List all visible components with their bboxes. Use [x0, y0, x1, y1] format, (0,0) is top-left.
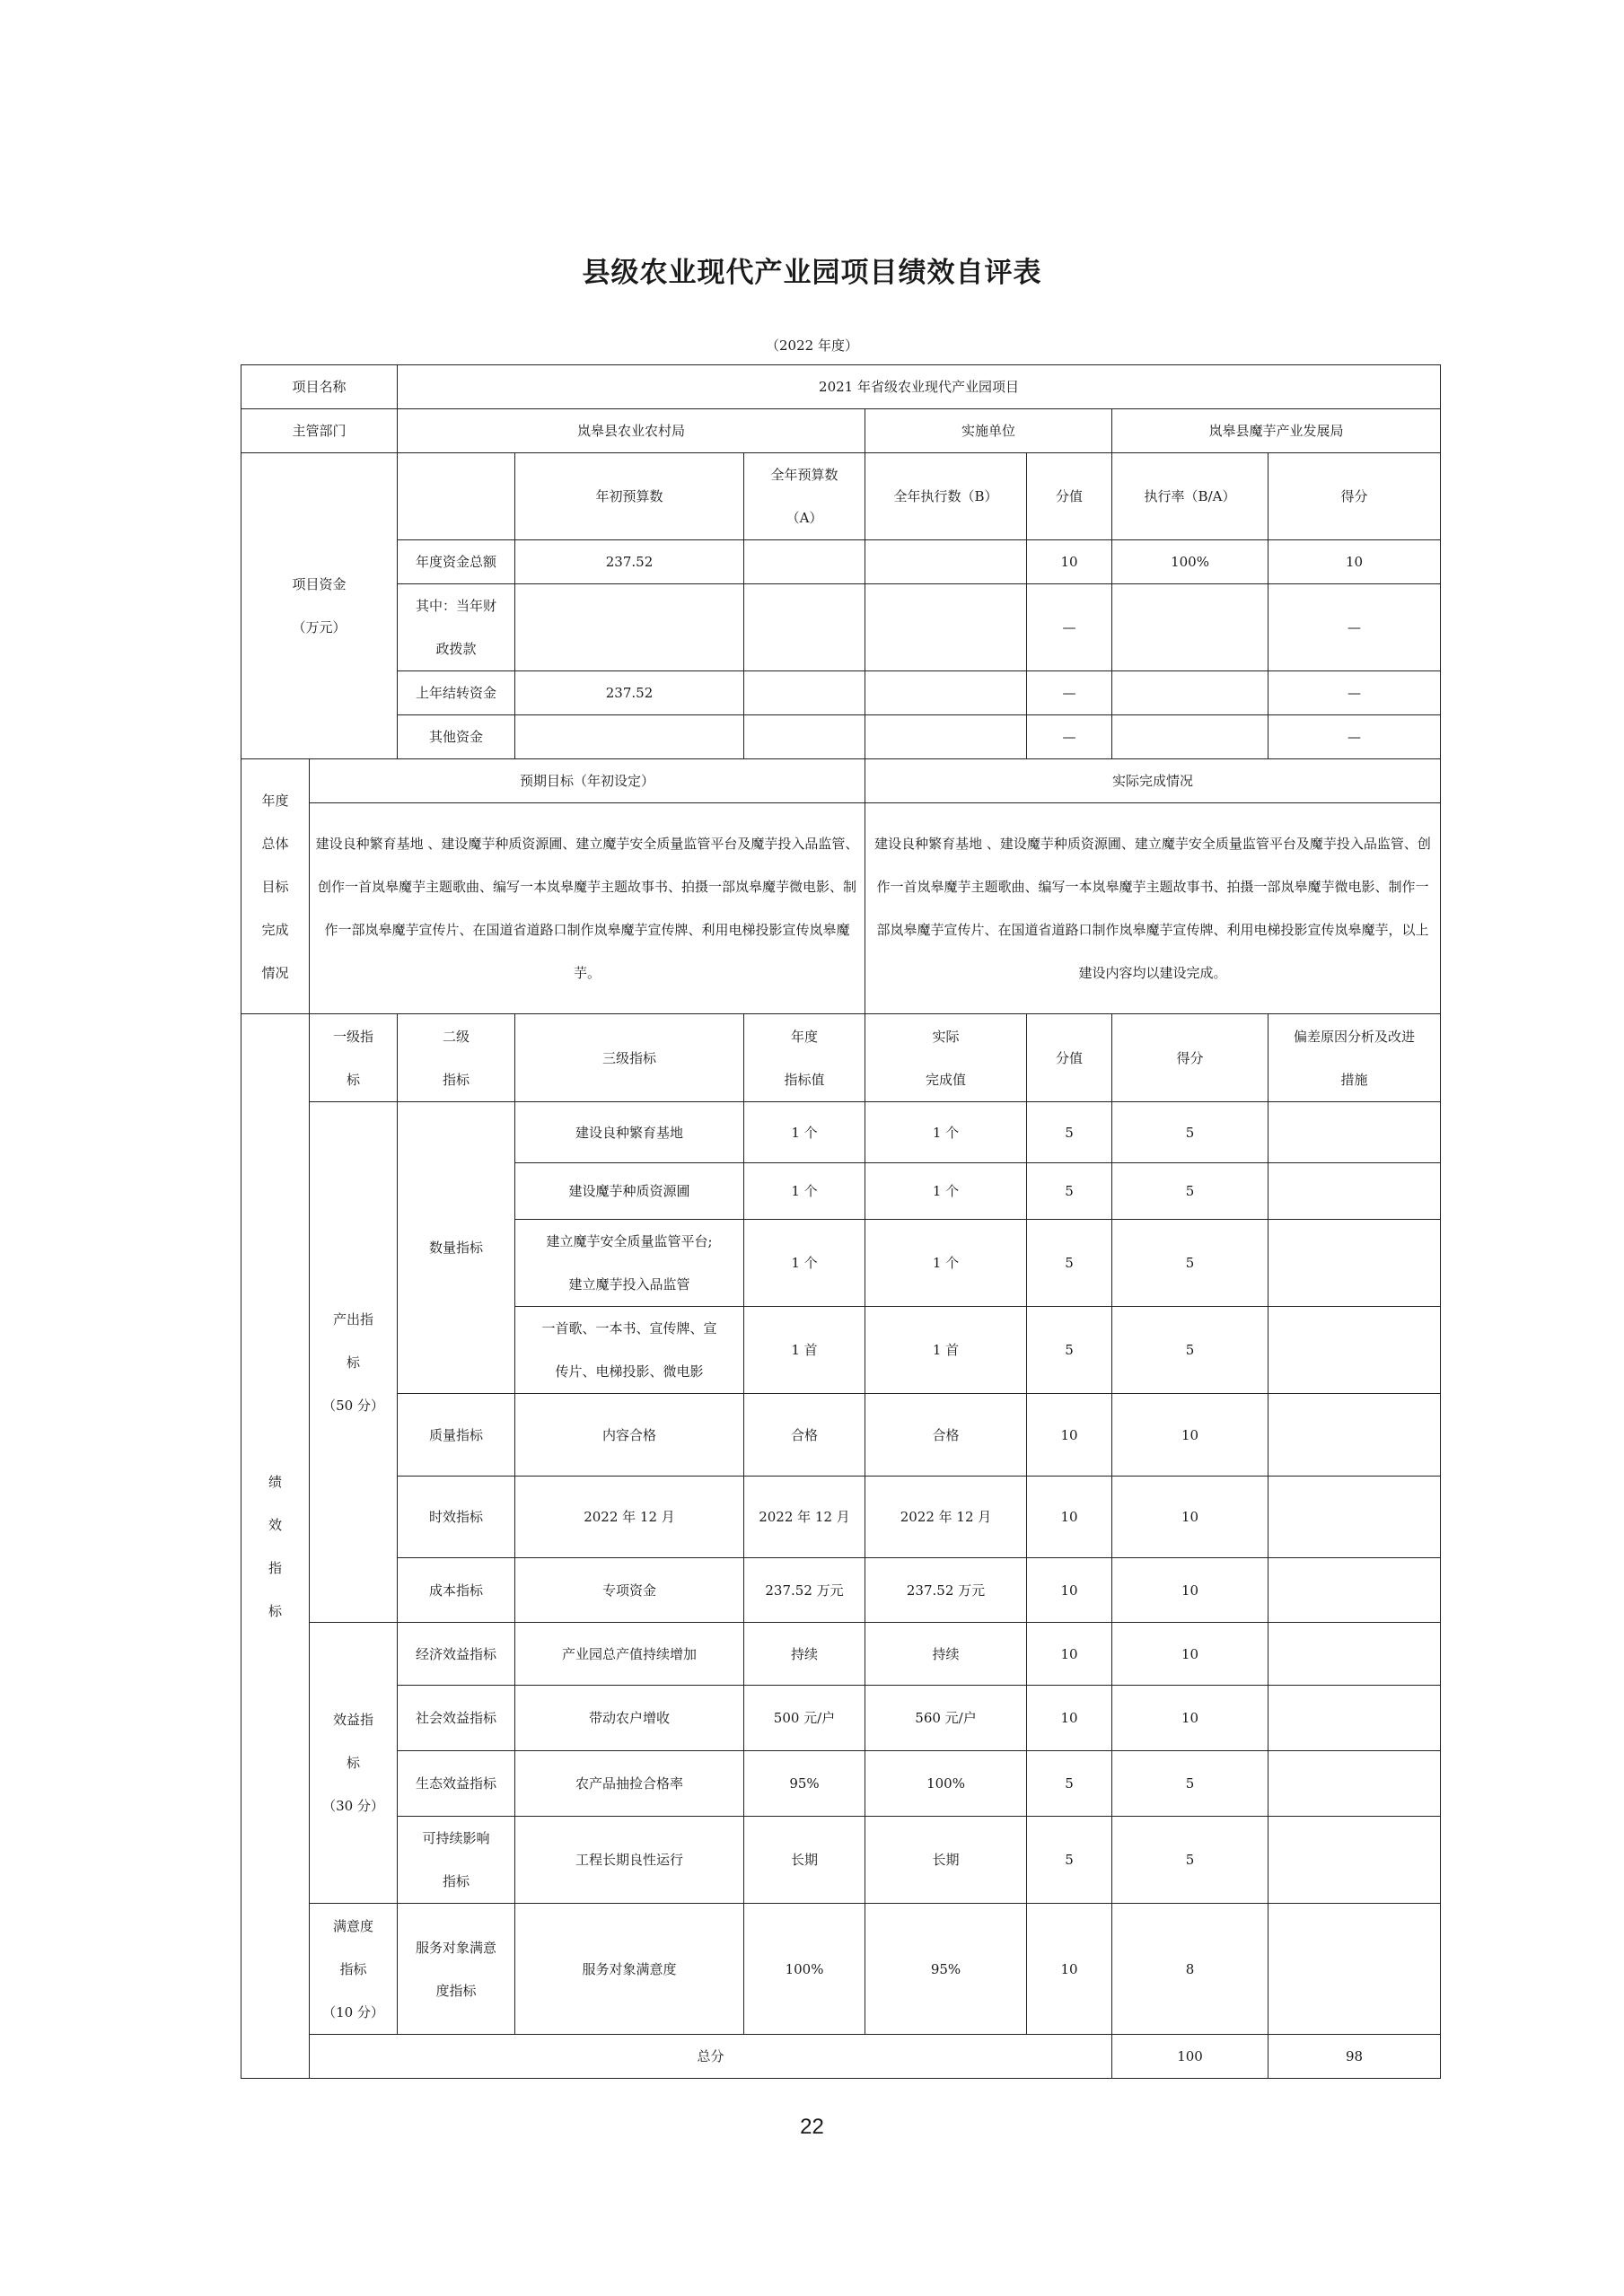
fiscal-alloc-rate [1112, 584, 1268, 671]
indicator-name: 建设良种繁育基地 [515, 1102, 744, 1163]
implementing-unit-value: 岚皋县魔芋产业发展局 [1112, 409, 1441, 453]
indicator-deviation [1268, 1904, 1441, 2035]
indicator-value: 5 [1027, 1163, 1112, 1220]
output-indicator-line2: 标 [347, 1354, 361, 1371]
social-indicator-label: 社会效益指标 [398, 1686, 515, 1751]
total-score: 98 [1268, 2035, 1441, 2079]
indicator-name: 带动农户增收 [515, 1686, 744, 1751]
indicator-name-line2: 传片、电梯投影、微电影 [555, 1363, 704, 1380]
carryover-score-value: — [1027, 671, 1112, 715]
indicator-score: 10 [1112, 1686, 1268, 1751]
indicator-actual: 1 个 [865, 1220, 1027, 1307]
service-satisfaction-label [398, 1904, 515, 2035]
total-funds-score: 10 [1268, 540, 1441, 584]
indicator-value: 10 [1027, 1394, 1112, 1477]
service-satisfaction-line2: 度指标 [435, 1982, 477, 1999]
indicator-value: 10 [1027, 1904, 1112, 2035]
service-satisfaction-line1: 服务对象满意 [416, 1939, 497, 1956]
total-value: 100 [1112, 2035, 1268, 2079]
carryover-rate [1112, 671, 1268, 715]
implementing-unit-label: 实施单位 [865, 409, 1112, 453]
indicator-actual: 95% [865, 1904, 1027, 2035]
indicator-score: 10 [1112, 1558, 1268, 1623]
fiscal-alloc-label [398, 584, 515, 671]
indicator-target: 100% [744, 1904, 865, 2035]
timeliness-indicator-label: 时效指标 [398, 1477, 515, 1558]
annual-goal-label-4: 完成 [261, 921, 289, 938]
funds-blank-header [398, 453, 515, 540]
level1-header [310, 1014, 398, 1102]
actual-done-header-line2: 完成值 [926, 1071, 967, 1088]
score-header: 得分 [1268, 453, 1441, 540]
other-funds-rate [1112, 715, 1268, 759]
satisfaction-indicator-line1: 满意度 [333, 1917, 374, 1934]
indicator-deviation [1268, 1817, 1441, 1904]
annual-target-header [744, 1014, 865, 1102]
indicator-target: 持续 [744, 1623, 865, 1686]
department-value: 岚皋县农业农村局 [398, 409, 865, 453]
indicator-deviation [1268, 1623, 1441, 1686]
quality-indicator-label: 质量指标 [398, 1394, 515, 1477]
total-funds-initial: 237.52 [515, 540, 744, 584]
benefit-indicator-line2: 标 [347, 1755, 361, 1771]
indicator-deviation [1268, 1686, 1441, 1751]
indicator-name: 工程长期良性运行 [515, 1817, 744, 1904]
indicator-name: 专项资金 [515, 1558, 744, 1623]
indicator-deviation [1268, 1558, 1441, 1623]
indicator-target: 1 个 [744, 1102, 865, 1163]
other-funds-score: — [1268, 715, 1441, 759]
output-indicator-line3: （50 分） [322, 1397, 384, 1414]
indicator-name-line1: 建立魔芋安全质量监管平台; [546, 1233, 713, 1249]
indicator-target: 合格 [744, 1394, 865, 1477]
other-funds-label: 其他资金 [398, 715, 515, 759]
annual-goal-label-cell [241, 759, 310, 1014]
indicator-target: 长期 [744, 1817, 865, 1904]
indicator-target: 1 个 [744, 1220, 865, 1307]
funds-label: 项目资金 [292, 576, 347, 592]
total-label: 总分 [310, 2035, 1112, 2079]
indicator-deviation [1268, 1477, 1441, 1558]
fiscal-alloc-score-value: — [1027, 584, 1112, 671]
indicator-score: 10 [1112, 1623, 1268, 1686]
indicator-value: 5 [1027, 1817, 1112, 1904]
indicator-score: 5 [1112, 1817, 1268, 1904]
other-funds-score-value: — [1027, 715, 1112, 759]
benefit-indicator-cell [310, 1623, 398, 1904]
indicator-value: 10 [1027, 1477, 1112, 1558]
indicator-actual: 合格 [865, 1394, 1027, 1477]
sustainability-indicator-line1: 可持续影响 [422, 1830, 490, 1846]
funds-unit: （万元） [292, 619, 347, 635]
level2-header-line1: 二级 [443, 1028, 470, 1045]
performance-label-2: 效 [268, 1516, 282, 1533]
department-label: 主管部门 [241, 409, 398, 453]
indicator-name: 服务对象满意度 [515, 1904, 744, 2035]
expected-goal-header: 预期目标（年初设定） [310, 759, 865, 803]
indicator-actual: 1 首 [865, 1307, 1027, 1394]
indicator-target: 500 元/户 [744, 1686, 865, 1751]
satisfaction-indicator-cell [310, 1904, 398, 2035]
actual-done-header [865, 1014, 1027, 1102]
indicator-value: 5 [1027, 1220, 1112, 1307]
full-year-executed-header: 全年执行数（B） [865, 453, 1027, 540]
level2-header [398, 1014, 515, 1102]
indicator-name-line1: 一首歌、一本书、宣传牌、宣 [541, 1320, 717, 1336]
indicator-value: 10 [1027, 1686, 1112, 1751]
indicator-score-header: 得分 [1112, 1014, 1268, 1102]
annual-goal-label-5: 情况 [261, 964, 289, 981]
deviation-header-line2: 措施 [1340, 1071, 1368, 1088]
level1-header-line2: 标 [347, 1071, 361, 1088]
fiscal-alloc-full-year [744, 584, 865, 671]
indicator-score: 10 [1112, 1394, 1268, 1477]
indicator-actual: 560 元/户 [865, 1686, 1027, 1751]
indicator-actual: 1 个 [865, 1163, 1027, 1220]
actual-done-header-line1: 实际 [932, 1028, 960, 1045]
fiscal-alloc-initial [515, 584, 744, 671]
carryover-initial: 237.52 [515, 671, 744, 715]
year-note: （2022 年度） [766, 337, 858, 354]
budget-a-label: （A） [786, 510, 823, 526]
indicator-deviation [1268, 1394, 1441, 1477]
indicator-value: 5 [1027, 1751, 1112, 1817]
indicator-target: 237.52 万元 [744, 1558, 865, 1623]
level3-header: 三级指标 [515, 1014, 744, 1102]
performance-label-4: 标 [268, 1602, 282, 1619]
other-funds-full-year [744, 715, 865, 759]
actual-status-text: 建设良种繁育基地 、建设魔芋种质资源圃、建立魔芋安全质量监管平台及魔芋投入品监管、创作一首岚皋魔芋主题歌曲、编写一本岚皋魔芋主题故事书、拍摄一部岚皋魔芋微电影、制作一部岚皋魔芋宣传片、在国道省道路口制作岚皋魔芋宣传牌、利用电梯投影宣传岚皋魔芋，以上建设内容均以建设完成。 [865, 803, 1441, 1014]
indicator-score: 5 [1112, 1307, 1268, 1394]
performance-label-cell [241, 1014, 310, 2079]
output-indicator-cell [310, 1102, 398, 1623]
initial-budget-header: 年初预算数 [515, 453, 744, 540]
indicator-deviation [1268, 1751, 1441, 1817]
other-funds-initial [515, 715, 744, 759]
benefit-indicator-line1: 效益指 [333, 1712, 374, 1728]
benefit-indicator-line3: （30 分） [322, 1798, 384, 1814]
level2-header-line2: 指标 [443, 1071, 470, 1088]
indicator-score: 5 [1112, 1220, 1268, 1307]
indicator-score: 10 [1112, 1477, 1268, 1558]
carryover-label: 上年结转资金 [398, 671, 515, 715]
indicator-score: 5 [1112, 1102, 1268, 1163]
indicator-actual: 100% [865, 1751, 1027, 1817]
page-number: 22 [800, 2115, 824, 2139]
annual-goal-label-3: 目标 [261, 878, 289, 895]
total-funds-score-value: 10 [1027, 540, 1112, 584]
indicator-name: 2022 年 12 月 [515, 1477, 744, 1558]
indicator-target: 95% [744, 1751, 865, 1817]
indicator-name: 建设魔芋种质资源圃 [515, 1163, 744, 1220]
page-title: 县级农业现代产业园项目绩效自评表 [582, 257, 1042, 289]
fiscal-alloc-label-line2: 政拨款 [435, 641, 477, 657]
indicator-value: 10 [1027, 1623, 1112, 1686]
sustainability-indicator-line2: 指标 [443, 1873, 470, 1889]
indicator-score: 5 [1112, 1751, 1268, 1817]
quantity-indicator-label: 数量指标 [398, 1102, 515, 1394]
indicator-name [515, 1220, 744, 1307]
indicator-name-line2: 建立魔芋投入品监管 [568, 1276, 690, 1293]
indicator-deviation [1268, 1220, 1441, 1307]
indicator-actual: 长期 [865, 1817, 1027, 1904]
indicator-actual: 持续 [865, 1623, 1027, 1686]
indicator-deviation [1268, 1102, 1441, 1163]
indicator-actual: 237.52 万元 [865, 1558, 1027, 1623]
annual-goal-label-2: 总体 [261, 835, 289, 852]
indicator-name [515, 1307, 744, 1394]
performance-label-3: 指 [268, 1559, 282, 1576]
indicator-name: 内容合格 [515, 1394, 744, 1477]
indicator-value: 5 [1027, 1102, 1112, 1163]
annual-target-header-line2: 指标值 [784, 1071, 825, 1088]
total-funds-rate: 100% [1112, 540, 1268, 584]
fiscal-alloc-executed [865, 584, 1027, 671]
total-funds-executed [865, 540, 1027, 584]
actual-status-header: 实际完成情况 [865, 759, 1441, 803]
carryover-score: — [1268, 671, 1441, 715]
fiscal-alloc-label-line1: 其中：当年财 [416, 598, 497, 614]
indicator-score: 8 [1112, 1904, 1268, 2035]
indicator-score: 5 [1112, 1163, 1268, 1220]
indicator-actual: 2022 年 12 月 [865, 1477, 1027, 1558]
level1-header-line1: 一级指 [333, 1028, 374, 1045]
annual-goal-label-1: 年度 [261, 792, 289, 809]
indicator-deviation [1268, 1307, 1441, 1394]
cost-indicator-label: 成本指标 [398, 1558, 515, 1623]
funds-label-cell [241, 453, 398, 759]
output-indicator-line1: 产出指 [333, 1310, 374, 1328]
indicator-value: 10 [1027, 1558, 1112, 1623]
exec-rate-header: 执行率（B/A） [1112, 453, 1268, 540]
carryover-full-year [744, 671, 865, 715]
deviation-header-line1: 偏差原因分析及改进 [1294, 1028, 1416, 1045]
ecological-indicator-label: 生态效益指标 [398, 1751, 515, 1817]
project-name-value: 2021 年省级农业现代产业园项目 [398, 365, 1441, 409]
deviation-header [1268, 1014, 1441, 1102]
total-funds-full-year [744, 540, 865, 584]
satisfaction-indicator-line3: （10 分） [322, 2003, 384, 2020]
project-name-label: 项目名称 [241, 365, 398, 409]
full-year-budget-header [744, 453, 865, 540]
fiscal-alloc-score: — [1268, 584, 1441, 671]
total-funds-label: 年度资金总额 [398, 540, 515, 584]
sustainability-indicator-label [398, 1817, 515, 1904]
indicator-value-header: 分值 [1027, 1014, 1112, 1102]
indicator-value: 5 [1027, 1307, 1112, 1394]
satisfaction-indicator-line2: 指标 [339, 1960, 367, 1977]
other-funds-executed [865, 715, 1027, 759]
evaluation-table [241, 364, 1441, 2079]
performance-label-1: 绩 [268, 1473, 282, 1490]
indicator-deviation [1268, 1163, 1441, 1220]
indicator-name: 产业园总产值持续增加 [515, 1623, 744, 1686]
indicator-target: 2022 年 12 月 [744, 1477, 865, 1558]
carryover-executed [865, 671, 1027, 715]
score-value-header: 分值 [1027, 453, 1112, 540]
expected-goal-text: 建设良种繁育基地 、建设魔芋种质资源圃、建立魔芋安全质量监管平台及魔芋投入品监管、创作一首岚皋魔芋主题歌曲、编写一本岚皋魔芋主题故事书、拍摄一部岚皋魔芋微电影、制作一部岚皋魔芋宣传片、在国道省道路口制作岚皋魔芋宣传牌、利用电梯投影宣传岚皋魔芋。 [310, 803, 865, 1014]
indicator-name: 农产品抽捡合格率 [515, 1751, 744, 1817]
indicator-target: 1 个 [744, 1163, 865, 1220]
full-year-budget-label: 全年预算数 [770, 467, 838, 483]
indicator-target: 1 首 [744, 1307, 865, 1394]
economic-indicator-label: 经济效益指标 [398, 1623, 515, 1686]
annual-target-header-line1: 年度 [791, 1028, 819, 1045]
indicator-actual: 1 个 [865, 1102, 1027, 1163]
